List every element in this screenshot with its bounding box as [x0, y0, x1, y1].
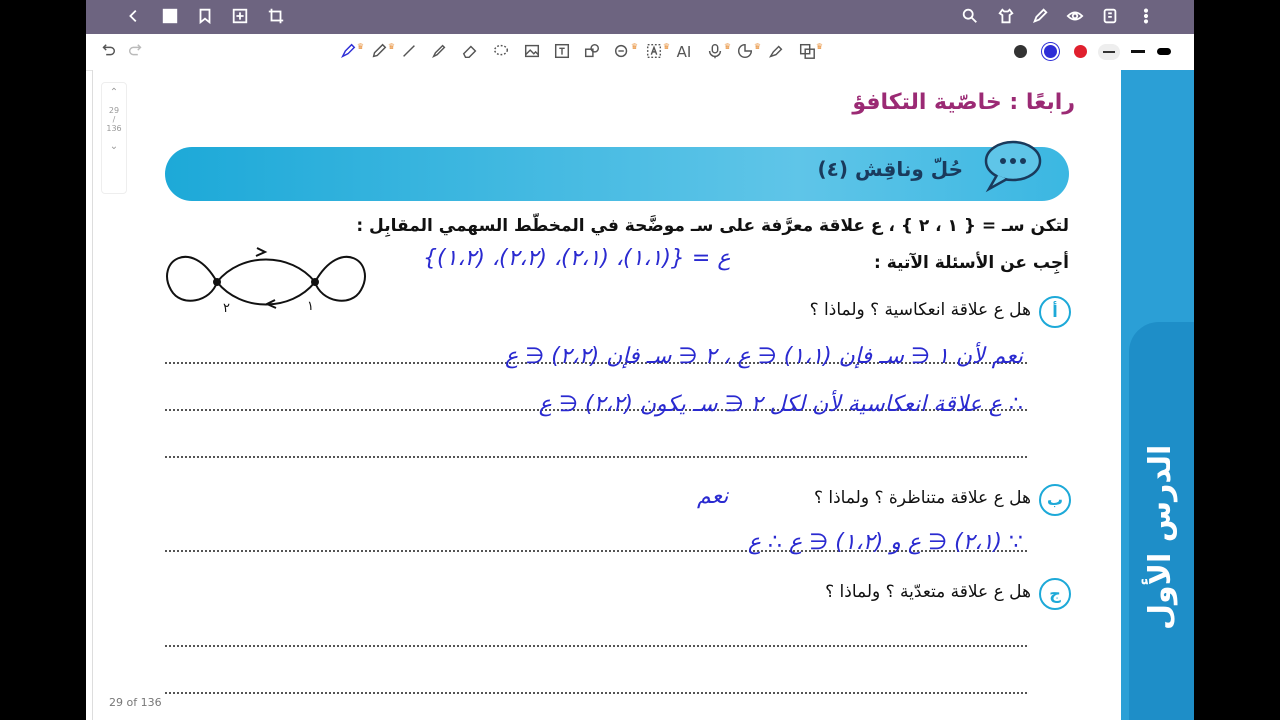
- stroke-thin[interactable]: [1098, 44, 1120, 60]
- lasso-icon[interactable]: [491, 42, 511, 62]
- chat-bubble-icon: [981, 137, 1045, 193]
- image-icon[interactable]: [522, 42, 542, 62]
- crop-icon[interactable]: [266, 7, 286, 27]
- section-heading: رابعًا : خاصّية التكافؤ: [852, 90, 1075, 115]
- notebook-page: [92, 70, 1194, 720]
- discuss-banner: [165, 147, 1069, 201]
- lesson-vertical-title: الدرس الأول: [1143, 444, 1178, 630]
- handwritten-answer-a2: ∴ ع علاقة انعكاسية لأن لكل ٢ ∈ سـ يكون (٢،٢) ∈ ع: [538, 392, 1023, 417]
- color-blue-selected[interactable]: [1044, 45, 1057, 58]
- banner-title: حُلّ وناقِش (٤): [817, 157, 963, 181]
- handwritten-answer-b-line: ∵ (٢،١) ∈ ع و (١،٢) ∈ ع ∴ ع: [747, 530, 1023, 555]
- translate-icon[interactable]: ♛: [797, 42, 817, 62]
- answer-line: [165, 645, 1027, 647]
- nav-down-icon[interactable]: ⌄: [109, 141, 119, 152]
- handwritten-relation: ع = {(١،١)، (٢،١)، (٢،٢)، (١،٢)}: [423, 246, 731, 271]
- question-c-text: هل ع علاقة متعدّية ؟ ولماذا ؟: [825, 582, 1031, 602]
- search-icon[interactable]: [960, 7, 980, 27]
- fountain-pen-icon[interactable]: ♛: [338, 42, 358, 62]
- page-counter: 29 of 136: [109, 696, 162, 709]
- drawing-toolbar: [86, 34, 1194, 71]
- nav-current: 29: [108, 106, 120, 115]
- question-b-text: هل ع علاقة متناظرة ؟ ولماذا ؟: [813, 488, 1031, 508]
- doc-icon[interactable]: [1100, 7, 1120, 27]
- stroke-medium[interactable]: [1131, 50, 1145, 53]
- pencil-icon[interactable]: ♛: [369, 42, 389, 62]
- shirt-icon[interactable]: [996, 7, 1016, 27]
- nav-total: 136: [106, 124, 122, 133]
- nav-sep: /: [112, 115, 116, 124]
- highlighter-icon[interactable]: [766, 42, 786, 62]
- shapes-icon[interactable]: [582, 42, 602, 62]
- eraser-icon[interactable]: [460, 42, 480, 62]
- undo-icon[interactable]: [98, 42, 118, 62]
- top-bar: [86, 0, 1194, 34]
- highlighter-pen-icon[interactable]: [429, 42, 449, 62]
- bookmark-icon[interactable]: [195, 7, 215, 27]
- answer-line: [165, 456, 1027, 458]
- ocr-icon[interactable]: ♛: [612, 42, 632, 62]
- nav-up-icon[interactable]: ⌃: [109, 87, 119, 98]
- arrow-diagram: [161, 242, 371, 318]
- app-window: [86, 0, 1194, 720]
- text-icon[interactable]: [552, 42, 572, 62]
- brush-icon[interactable]: [399, 42, 419, 62]
- question-b-marker: ب: [1039, 484, 1071, 516]
- sticker-icon[interactable]: ♛: [735, 42, 755, 62]
- handwritten-answer-b: نعم: [697, 484, 729, 509]
- text-box-icon[interactable]: ♛: [644, 42, 664, 62]
- diagram-label-2: ٢: [223, 301, 230, 316]
- redo-icon[interactable]: [126, 42, 146, 62]
- lesson-side-band: [1121, 70, 1194, 720]
- stroke-thick[interactable]: [1157, 48, 1171, 55]
- mic-icon[interactable]: ♛: [705, 42, 725, 62]
- pen-icon[interactable]: [1030, 7, 1050, 27]
- handwritten-answer-a1: نعم لأن ١ ∈ سـ فإن (١،١) ∈ ع ، ٢ ∈ سـ فإن (٢،٢) ∈ ع: [505, 344, 1023, 369]
- ai-icon[interactable]: AI: [676, 43, 692, 61]
- more-icon[interactable]: [1136, 7, 1156, 27]
- question-a-text: هل ع علاقة انعكاسية ؟ ولماذا ؟: [809, 300, 1031, 320]
- grid-icon[interactable]: [160, 7, 180, 27]
- diagram-label-1: ١: [307, 299, 314, 314]
- question-a-marker: أ: [1039, 296, 1071, 328]
- color-red[interactable]: [1074, 45, 1087, 58]
- instruction-text: أجِب عن الأسئلة الآتية :: [874, 253, 1069, 273]
- answer-line: [165, 692, 1027, 694]
- question-c-marker: ج: [1039, 578, 1071, 610]
- add-page-icon[interactable]: [230, 7, 250, 27]
- problem-statement: لتكن سـ = { ١ ، ٢ } ، ع علاقة معرَّفة على سـ موضَّحة في المخطّط السهمي المقابِل :: [356, 216, 1069, 236]
- eye-icon[interactable]: [1065, 7, 1085, 27]
- back-chevron-icon[interactable]: [124, 7, 144, 27]
- page-navigator[interactable]: [101, 82, 127, 194]
- color-dark-gray[interactable]: [1014, 45, 1027, 58]
